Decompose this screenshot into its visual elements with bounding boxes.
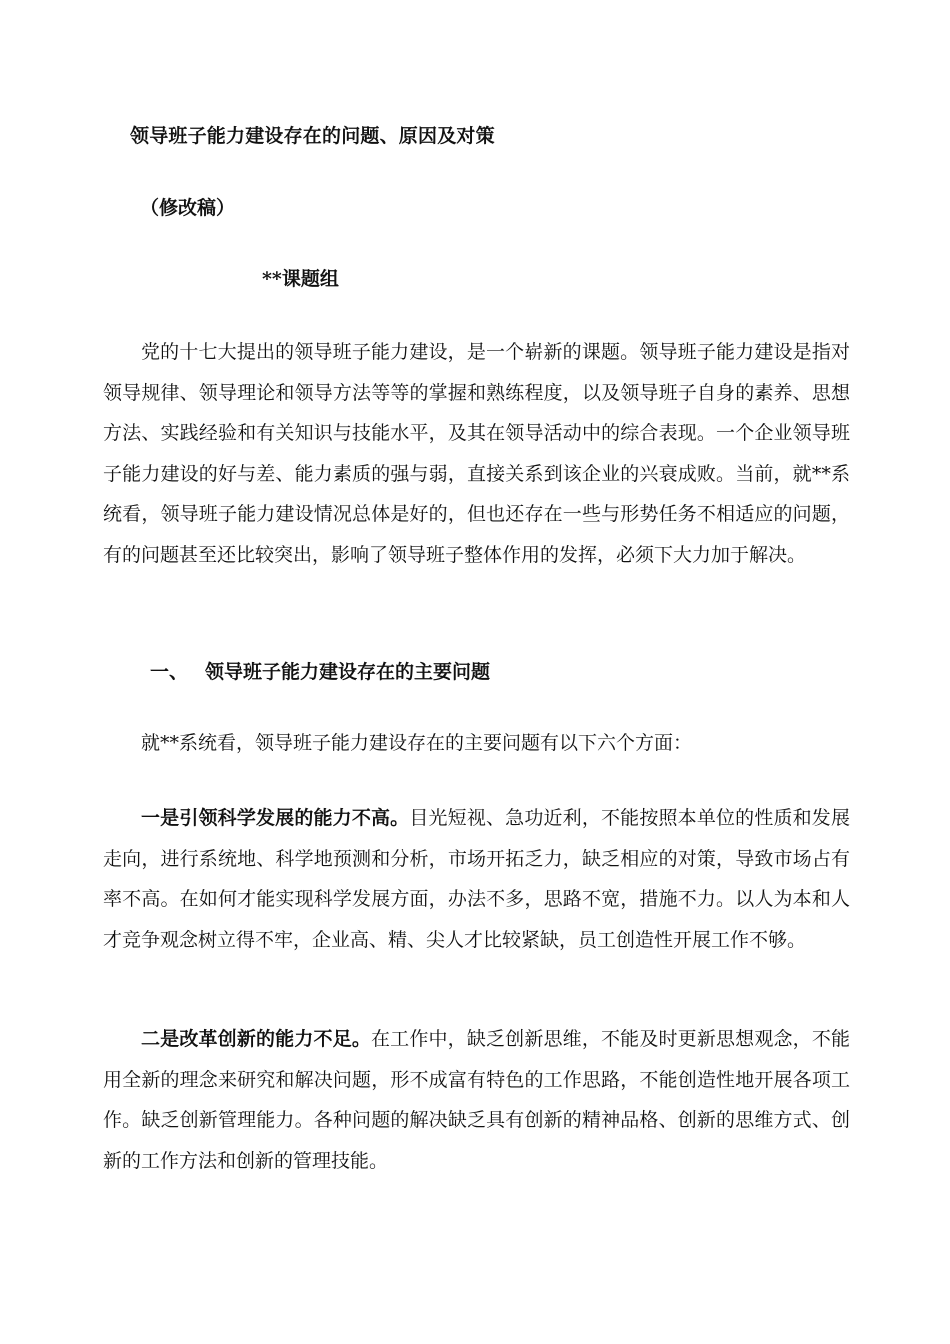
- section-lead-paragraph: 就**系统看，领导班子能力建设存在的主要问题有以下六个方面：: [141, 732, 693, 754]
- section-heading: [150, 657, 490, 684]
- point-paragraph-1: [103, 798, 850, 960]
- intro-paragraph: 党的十七大提出的领导班子能力建设，是一个崭新的课题。领导班子能力建设是指对领导规律、领导理论和领导方法等等的掌握和熟练程度，以及领导班子自身的素养、思想方法、实践经验和有关知识与技能水平，及其在领导活动中的综合表现。一个企业领导班子能力建设的好与差、能力素质的强与弱，直接关系到该企业的兴衰成败。当前，就**系统看，领导班子能力建设情况总体是好的，但也还存在一些与形势任务不相适应的问题，有的问题甚至还比较突出，影响了领导班子整体作用的发挥，必须下大力加于解决。: [103, 341, 850, 566]
- document-author: **课题组: [262, 268, 339, 290]
- document-title: 领导班子能力建设存在的问题、原因及对策: [130, 125, 495, 147]
- document-subtitle: （修改稿）: [140, 197, 236, 219]
- point-1-body: 目光短视、急功近利，不能按照本单位的性质和发展走向，进行系统地、科学地预测和分析，市场开拓乏力，缺乏相应的对策，导致市场占有率不高。在如何才能实现科学发展方面，办法不多，思路不宽，措施不力。以人为本和人才竞争观念树立得不牢，企业高、精、尖人才比较紧缺，员工创造性开展工作不够。: [103, 807, 850, 951]
- point-paragraph-2: [103, 1019, 850, 1181]
- point-2-lead: 二是改革创新的能力不足。: [141, 1028, 371, 1050]
- point-1-lead: 一是引领科学发展的能力不高。: [141, 807, 410, 829]
- point-2-body: 在工作中，缺乏创新思维，不能及时更新思想观念，不能用全新的理念来研究和解决问题，形不成富有特色的工作思路，不能创造性地开展各项工作。缺乏创新管理能力。各种问题的解决缺乏具有创新的精神品格、创新的思维方式、创新的工作方法和创新的管理技能。: [103, 1028, 850, 1172]
- section-heading-text: 领导班子能力建设存在的主要问题: [205, 661, 491, 683]
- section-number: 一、: [150, 661, 189, 683]
